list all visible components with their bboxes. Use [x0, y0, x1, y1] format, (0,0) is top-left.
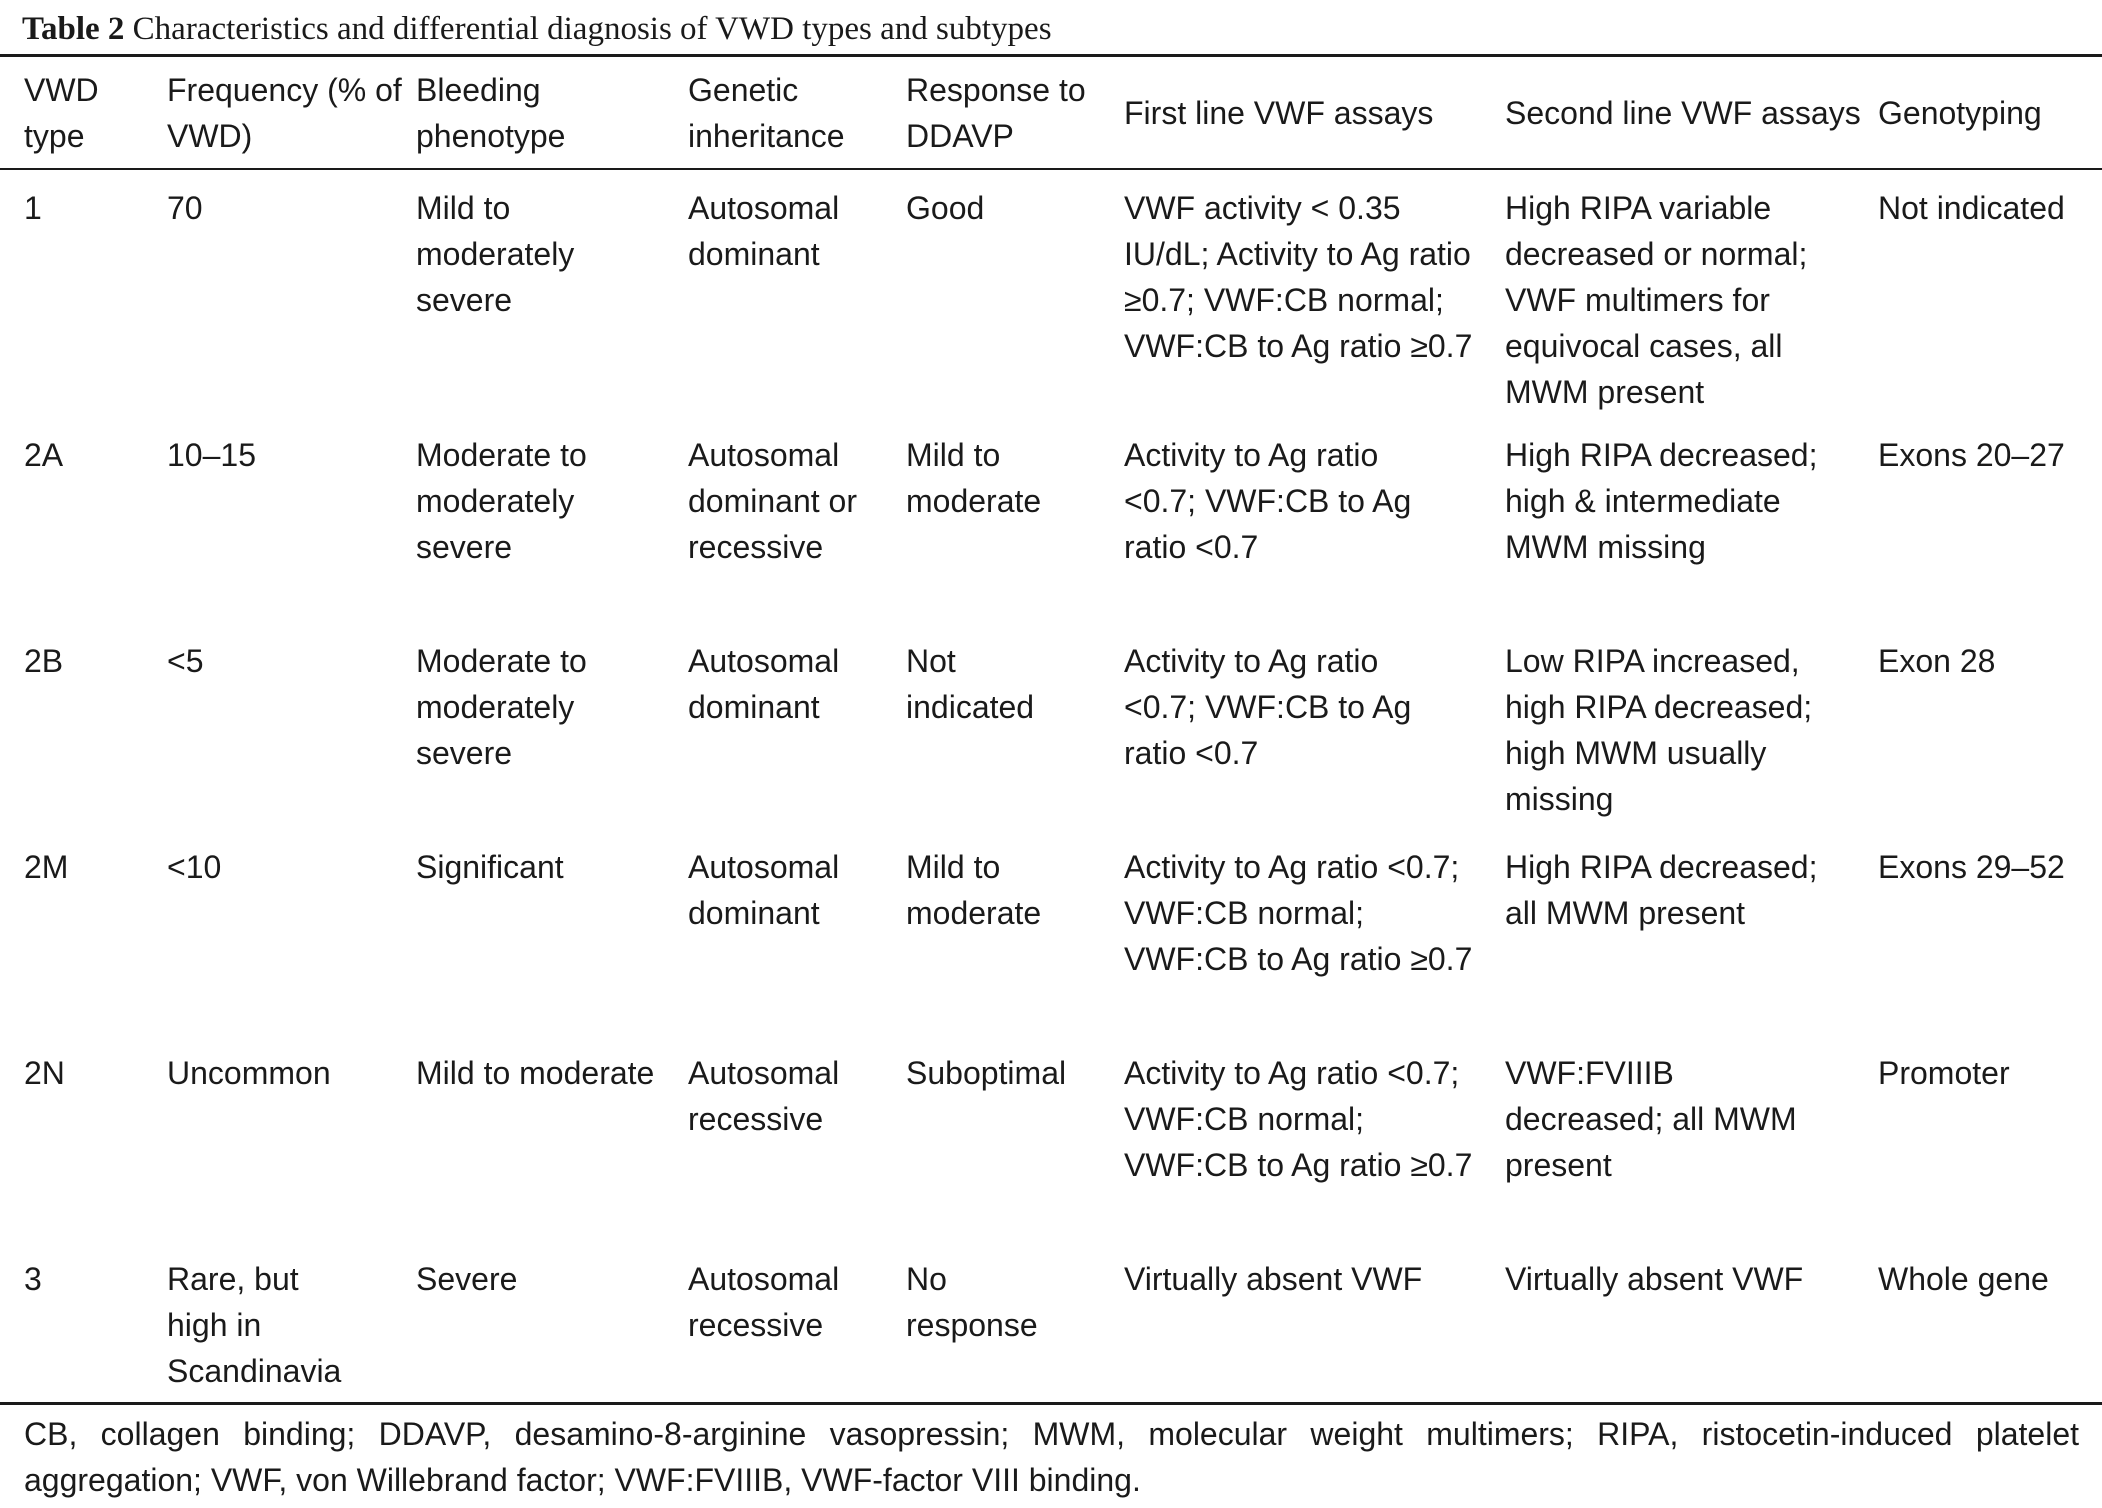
header-row — [0, 57, 2102, 168]
table-footnote: CB, collagen binding; DDAVP, desamino-8-arginine vasopressin; MWM, molecular weight multimers; RIPA, ristocetin-induced platelet aggregation; VWF, von Willebrand factor; VWF:FVIIIB, VWF-factor VIII binding. — [24, 1416, 2079, 1498]
cell-bleeding: Moderate to moderately severe — [416, 643, 587, 771]
header-rule — [0, 168, 2102, 170]
cell-second-line: High RIPA variable decreased or normal; VWF multimers for equivocal cases, all MWM present — [1505, 190, 1808, 410]
cell-frequency: Uncommon — [167, 1055, 331, 1091]
cell-type: 2N — [24, 1055, 65, 1091]
table-row — [0, 827, 2102, 1033]
cell-ddavp: Mild to moderate — [906, 437, 1042, 519]
cell-genotyping: Exon 28 — [1878, 643, 1996, 679]
cell-genotyping: Whole gene — [1878, 1261, 2049, 1297]
cell-bleeding: Moderate to moderately severe — [416, 437, 587, 565]
table-row — [0, 1239, 2102, 1417]
cell-frequency: <5 — [167, 643, 204, 679]
cell-inheritance: Autosomal dominant — [688, 190, 840, 272]
cell-ddavp: Mild to moderate — [906, 849, 1042, 931]
table-row — [0, 415, 2102, 621]
table-caption — [22, 6, 1052, 52]
cell-second-line: Low RIPA increased, high RIPA decreased; high MWM usually missing — [1505, 643, 1813, 817]
table-row — [0, 168, 2102, 415]
cell-frequency: 70 — [167, 190, 203, 226]
cell-type: 2A — [24, 437, 64, 473]
table-label: Table 2 — [22, 11, 125, 47]
cell-second-line: High RIPA decreased; high & intermediate MWM missing — [1505, 437, 1818, 565]
cell-type: 3 — [24, 1261, 42, 1297]
cell-inheritance: Autosomal dominant — [688, 849, 840, 931]
cell-second-line: Virtually absent VWF — [1505, 1261, 1804, 1297]
cell-genotyping: Exons 20–27 — [1878, 437, 2065, 473]
cell-first-line: Activity to Ag ratio <0.7; VWF:CB to Ag ratio <0.7 — [1124, 643, 1412, 771]
cell-type: 1 — [24, 190, 42, 226]
cell-genotyping: Promoter — [1878, 1055, 2010, 1091]
header-genetic-inheritance: Genetic inheritance — [688, 71, 845, 154]
cell-first-line: Activity to Ag ratio <0.7; VWF:CB normal; VWF:CB to Ag ratio ≥0.7 — [1124, 849, 1473, 977]
cell-first-line: Activity to Ag ratio <0.7; VWF:CB normal; VWF:CB to Ag ratio ≥0.7 — [1124, 1055, 1473, 1183]
table-row — [0, 1033, 2102, 1239]
vwd-table — [0, 57, 2102, 1417]
cell-genotyping: Exons 29–52 — [1878, 849, 2065, 885]
cell-inheritance: Autosomal dominant or recessive — [688, 437, 857, 565]
cell-frequency: 10–15 — [167, 437, 256, 473]
cell-second-line: VWF:FVIIIB decreased; all MWM present — [1505, 1055, 1797, 1183]
cell-bleeding: Severe — [416, 1261, 518, 1297]
header-bleeding-phenotype: Bleeding phenotype — [416, 71, 566, 154]
cell-first-line: Activity to Ag ratio <0.7; VWF:CB to Ag ratio <0.7 — [1124, 437, 1412, 565]
cell-inheritance: Autosomal dominant — [688, 643, 840, 725]
cell-second-line: High RIPA decreased; all MWM present — [1505, 849, 1818, 931]
cell-inheritance: Autosomal recessive — [688, 1055, 840, 1137]
bottom-rule — [0, 1402, 2102, 1405]
header-response-ddavp: Response to DDAVP — [906, 71, 1086, 154]
cell-frequency: Rare, but high in Scandinavia — [167, 1261, 342, 1389]
table-title: Characteristics and differential diagnosis of VWD types and subtypes — [132, 11, 1052, 47]
header-vwd-type: VWD type — [24, 71, 99, 154]
cell-ddavp: Suboptimal — [906, 1055, 1067, 1091]
header-genotyping: Genotyping — [1878, 94, 2042, 131]
cell-ddavp: Good — [906, 190, 985, 226]
cell-first-line: Virtually absent VWF — [1124, 1261, 1423, 1297]
cell-first-line: VWF activity < 0.35 IU/dL; Activity to Ag ratio ≥0.7; VWF:CB normal; VWF:CB to Ag ratio ≥0.7 — [1124, 190, 1473, 364]
header-first-line-assays: First line VWF assays — [1124, 94, 1434, 131]
cell-frequency: <10 — [167, 849, 222, 885]
header-frequency: Frequency (% of VWD) — [167, 71, 402, 154]
cell-genotyping: Not indicated — [1878, 190, 2065, 226]
cell-ddavp: No response — [906, 1261, 1038, 1343]
table-row — [0, 621, 2102, 827]
cell-type: 2B — [24, 643, 64, 679]
cell-bleeding: Significant — [416, 849, 564, 885]
cell-bleeding: Mild to moderate — [416, 1055, 655, 1091]
header-second-line-assays: Second line VWF assays — [1505, 94, 1861, 131]
cell-type: 2M — [24, 849, 69, 885]
cell-bleeding: Mild to moderately severe — [416, 190, 575, 318]
cell-inheritance: Autosomal recessive — [688, 1261, 840, 1343]
cell-ddavp: Not indicated — [906, 643, 1035, 725]
